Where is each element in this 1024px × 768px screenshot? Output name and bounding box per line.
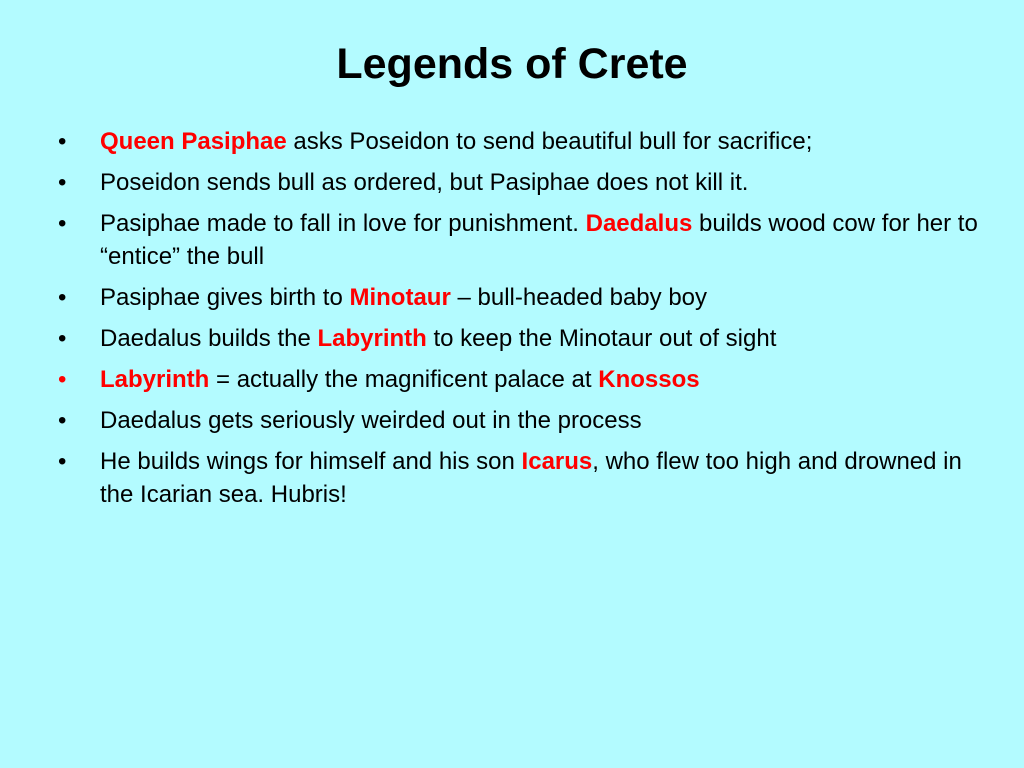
bullet-dot: • [58,128,67,155]
highlighted-term: Knossos [598,366,700,393]
bullet-text: He builds wings for himself and his son [100,448,522,475]
slide-title: Legends of Crete [336,40,688,88]
bullet-text: Pasiphae gives birth to [100,284,350,311]
highlighted-term: Icarus [521,448,593,475]
bullet-dot: • [58,325,67,352]
bullet-item [58,404,978,437]
bullet-item [58,125,978,158]
bullet-item [58,445,978,511]
highlighted-term: Minotaur [349,284,451,311]
highlighted-term: Queen Pasiphae [100,128,287,155]
bullet-text: – bull-headed baby boy [450,284,708,311]
bullet-text: Poseidon sends bull as ordered, but Pasiphae does not kill it. [100,169,749,196]
bullet-list [58,125,978,519]
bullet-text: Pasiphae made to fall in love for punishment. [100,210,586,237]
bullet-dot: • [58,407,67,434]
highlighted-term: Labyrinth [100,366,210,393]
highlighted-term: Labyrinth [317,325,427,352]
bullet-text: Daedalus builds the [100,325,318,352]
bullet-item [58,207,978,273]
bullet-item [58,166,978,199]
bullet-text: to keep the Minotaur out of sight [426,325,777,352]
bullet-item [58,363,978,396]
bullet-text: builds wood cow for her to “entice” the bull [100,210,978,270]
bullet-item [58,322,978,355]
highlighted-term: Daedalus [585,210,693,237]
bullet-dot: • [58,284,67,311]
bullet-dot: • [58,210,67,237]
bullet-dot: • [58,366,67,393]
bullet-dot: • [58,448,67,475]
bullet-text: asks Poseidon to send beautiful bull for sacrifice; [286,128,813,155]
bullet-item [58,281,978,314]
bullet-dot: • [58,169,67,196]
bullet-text: , who flew too high and drowned in the Icarian sea. Hubris! [100,448,962,508]
bullet-text: Daedalus gets seriously weirded out in the process [100,407,642,434]
bullet-text: = actually the magnificent palace at [209,366,599,393]
